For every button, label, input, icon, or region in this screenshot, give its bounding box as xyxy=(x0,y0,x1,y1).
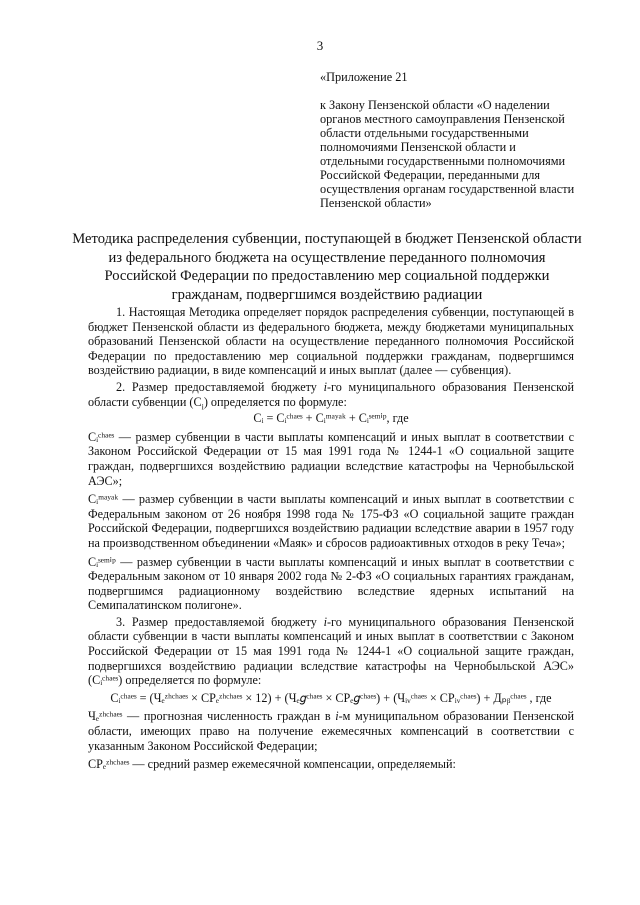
symbol-sr-ezh: СРₑᶻʰᶜʰᵃᵉˢ xyxy=(88,757,130,772)
paragraph-2-part-a: 2. Размер предоставляемой бюджету xyxy=(116,379,324,394)
index-variable: i xyxy=(323,379,327,394)
definition-sr-ezh-text: — средний размер ежемесячной компенсации, определяемый: xyxy=(129,757,456,772)
paragraph-3-part-a: 3. Размер предоставляемой бюджету xyxy=(116,614,324,629)
paragraph-2-part-c: ) определяется по формуле: xyxy=(203,394,347,409)
definition-chaes xyxy=(88,430,574,488)
definition-semip-text: — размер субвенции в части выплаты компенсаций и иных выплат в соответствии с Федеральным законом от 10 января 2002 года № 2-ФЗ «О социальных гарантиях гражданам, подвергшимся радиационному воздействию вследствие ядерных испытаний на Семипалатинском полигоне». xyxy=(88,554,574,613)
subscript-i: i xyxy=(201,402,204,411)
annex-block xyxy=(320,70,575,210)
paragraph-2-part-b: -го муниципального образования Пензенской области субвенции (С xyxy=(88,379,575,409)
symbol-ch-ezh: Чₑᶻʰᶜʰᵃᵉˢ xyxy=(88,709,123,724)
index-variable: i xyxy=(335,709,339,724)
definition-chaes-text: — размер субвенции в части выплаты компенсаций и иных выплат в соответствии с Законом Российской Федерации от 15 мая 1991 года № 1244-1 «О социальной защите граждан, подвергшихся воздействию радиации вследствие катастрофы на Чернобыльской АЭС»; xyxy=(88,429,574,488)
annex-text: к Закону Пензенской области «О наделении органов местного самоуправления Пензенской области отдельными государственными полномочиями Пензенской области и отдельными государственными полномочиями Российской Федерации, переданными для осуществления органам государственной власти Пензенской области» xyxy=(320,98,575,210)
document-body xyxy=(88,305,574,774)
methodology-title: Методика распределения субвенции, поступающей в бюджет Пензенской области из федерального бюджета на осуществление переданного полномочия Российской Федерации по предоставлению мер социальной поддержки гражданам, подвергшимся воздействию радиации xyxy=(72,231,582,303)
page-number: 3 xyxy=(316,38,324,53)
formula-total-subvention: Cᵢ = Cᵢᶜʰᵃᵉˢ + Cᵢᵐᵃʸᵃᵏ + Cᵢˢᵉᵐⁱᵖ, где xyxy=(253,411,409,426)
definition-ch-ezh-part-a: — прогнозная численность граждан в xyxy=(122,709,336,724)
definition-mayak-text: — размер субвенции в части выплаты компенсаций и иных выплат в соответствии с Федеральным законом от 26 ноября 1998 года № 175-ФЗ «О социальной защите граждан Российской Федерации, подвергшихся воздействию радиации вследствие аварии в 1957 году на производственном объединении «Маяк» и сбросов радиоактивных отходов в реку Теча»; xyxy=(88,492,574,550)
definition-ch-ezh-part-b: -м муниципальном образовании Пензенской области, имеющих право на получение ежемесячных компенсаций в соответствии с указанным Законом Российской Федерации; xyxy=(88,709,574,753)
definition-semip xyxy=(88,555,574,613)
symbol-c-chaes: Cᵢᶜʰᵃᵉˢ xyxy=(88,429,115,444)
definition-mayak xyxy=(88,492,574,550)
paragraph-3-part-b: -го муниципального образования Пензенской области субвенции в части выплаты компенсаций и иных выплат в соответствии с Законом Российской Федерации от 15 мая 1991 года № 1244-1 «О социальной защите граждан, подвергшихся воздействию радиации вследствие катастрофы на Чернобыльской АЭС» ( xyxy=(88,614,575,688)
paragraph-3 xyxy=(88,615,574,688)
definition-sr-ezh xyxy=(88,757,574,772)
paragraph-2 xyxy=(88,380,574,409)
definition-ch-ezh xyxy=(88,709,574,753)
symbol-c-chaes-inline: Cᵢᶜʰᵃᵉˢ xyxy=(92,673,119,688)
paragraph-1: 1. Настоящая Методика определяет порядок распределения субвенции, поступающей в бюджет Пензенской области из федерального бюджета, между бюджетами муниципальных образований Пензенской области на осуществление переданного полномочия Российской Федерации по предоставлению мер социальной поддержки гражданам, подвергшимся воздействию радиации, в виде компенсаций и иных выплат (далее — субвенция). xyxy=(88,305,574,378)
index-variable: i xyxy=(323,614,327,629)
symbol-c-semip: Cᵢˢᵉᵐⁱᵖ xyxy=(88,554,116,569)
formula-chaes-subvention: Cᵢᶜʰᵃᵉˢ = (Чₑᶻʰᶜʰᵃᵉˢ × СРₑᶻʰᶜʰᵃᵉˢ × 12) + (Чₑ𝑔ᶜʰᵃᵉˢ × СРₑ𝑔ᶜʰᵃᵉˢ) + (Чᵢᵥᶜʰᵃᵉˢ × СРᵢᵥᶜʰᵃᵉˢ) + Дₚᵦᶜʰᵃᵉˢ , где xyxy=(110,690,552,705)
annex-heading: «Приложение 21 xyxy=(320,70,408,84)
symbol-c-mayak: Cᵢᵐᵃʸᵃᵏ xyxy=(88,492,119,507)
paragraph-3-part-c: ) определяется по формуле: xyxy=(118,673,262,688)
